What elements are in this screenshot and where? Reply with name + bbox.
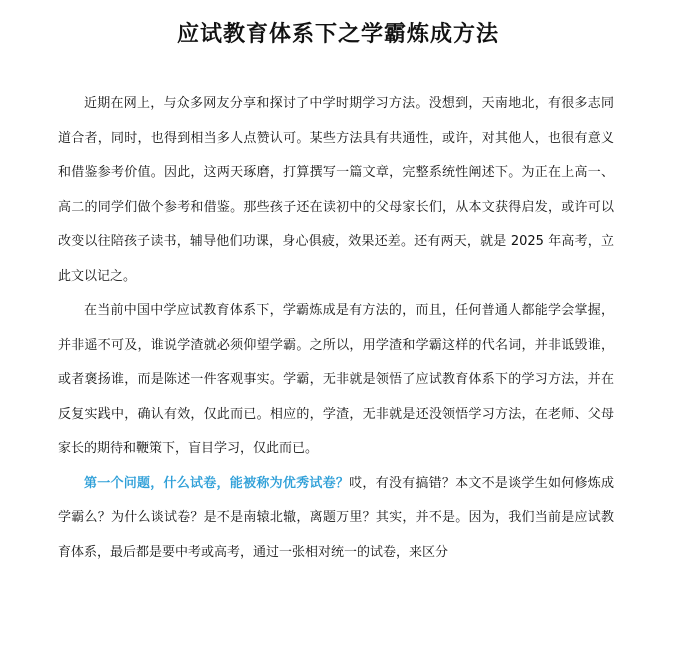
paragraph-1-text: 近期在网上，与众多网友分享和探讨了中学时期学习方法。没想到，天南地北，有很多志同道合者，同时，也得到相当多人点赞认可。某些方法具有共通性，或许，对其他人，也很有意义和借鉴参考价值。因此，这两天琢磨，打算撰写一篇文章，完整系统性阐述下。为正在上高一、高二的同学们做个参考和借鉴。那些孩子还在读初中的父母家长们，从本文获得启发，或许可以改变以往陪孩子读书，辅导他们功课，身心俱疲，效果还差。还有两天，就是 2025 年高考，立此文以记之。 [58, 96, 614, 284]
document-body [58, 87, 614, 570]
document-title: 应试教育体系下之学霸炼成方法 [176, 22, 499, 47]
paragraph-2 [58, 294, 614, 467]
paragraph-3-highlight-question: 第一个问题，什么试卷，能被称为优秀试卷？ [84, 475, 350, 491]
paragraph-3-text: 哎，有没有搞错？本文不是谈学生如何修炼成学霸么？为什么谈试卷？是不是南辕北辙，离题万里？其实，并不是。因为，我们当前是应试教育体系，最后都是要中考或高考，通过一张相对统一的试卷，来区分 [58, 475, 614, 560]
paragraph-2-text: 在当前中国中学应试教育体系下，学霸炼成是有方法的，而且，任何普通人都能学会掌握，并非遥不可及，谁说学渣就必须仰望学霸。之所以，用学渣和学霸这样的代名词，并非诋毁谁，或者褒扬谁，而是陈述一件客观事实。学霸，无非就是领悟了应试教育体系下的学习方法，并在反复实践中，确认有效，仅此而已。相应的，学渣，无非就是还没领悟学习方法，在老师、父母家长的期待和鞭策下，盲目学习，仅此而已。 [58, 303, 614, 456]
paragraph-1 [58, 87, 614, 294]
paragraph-3 [58, 467, 614, 571]
